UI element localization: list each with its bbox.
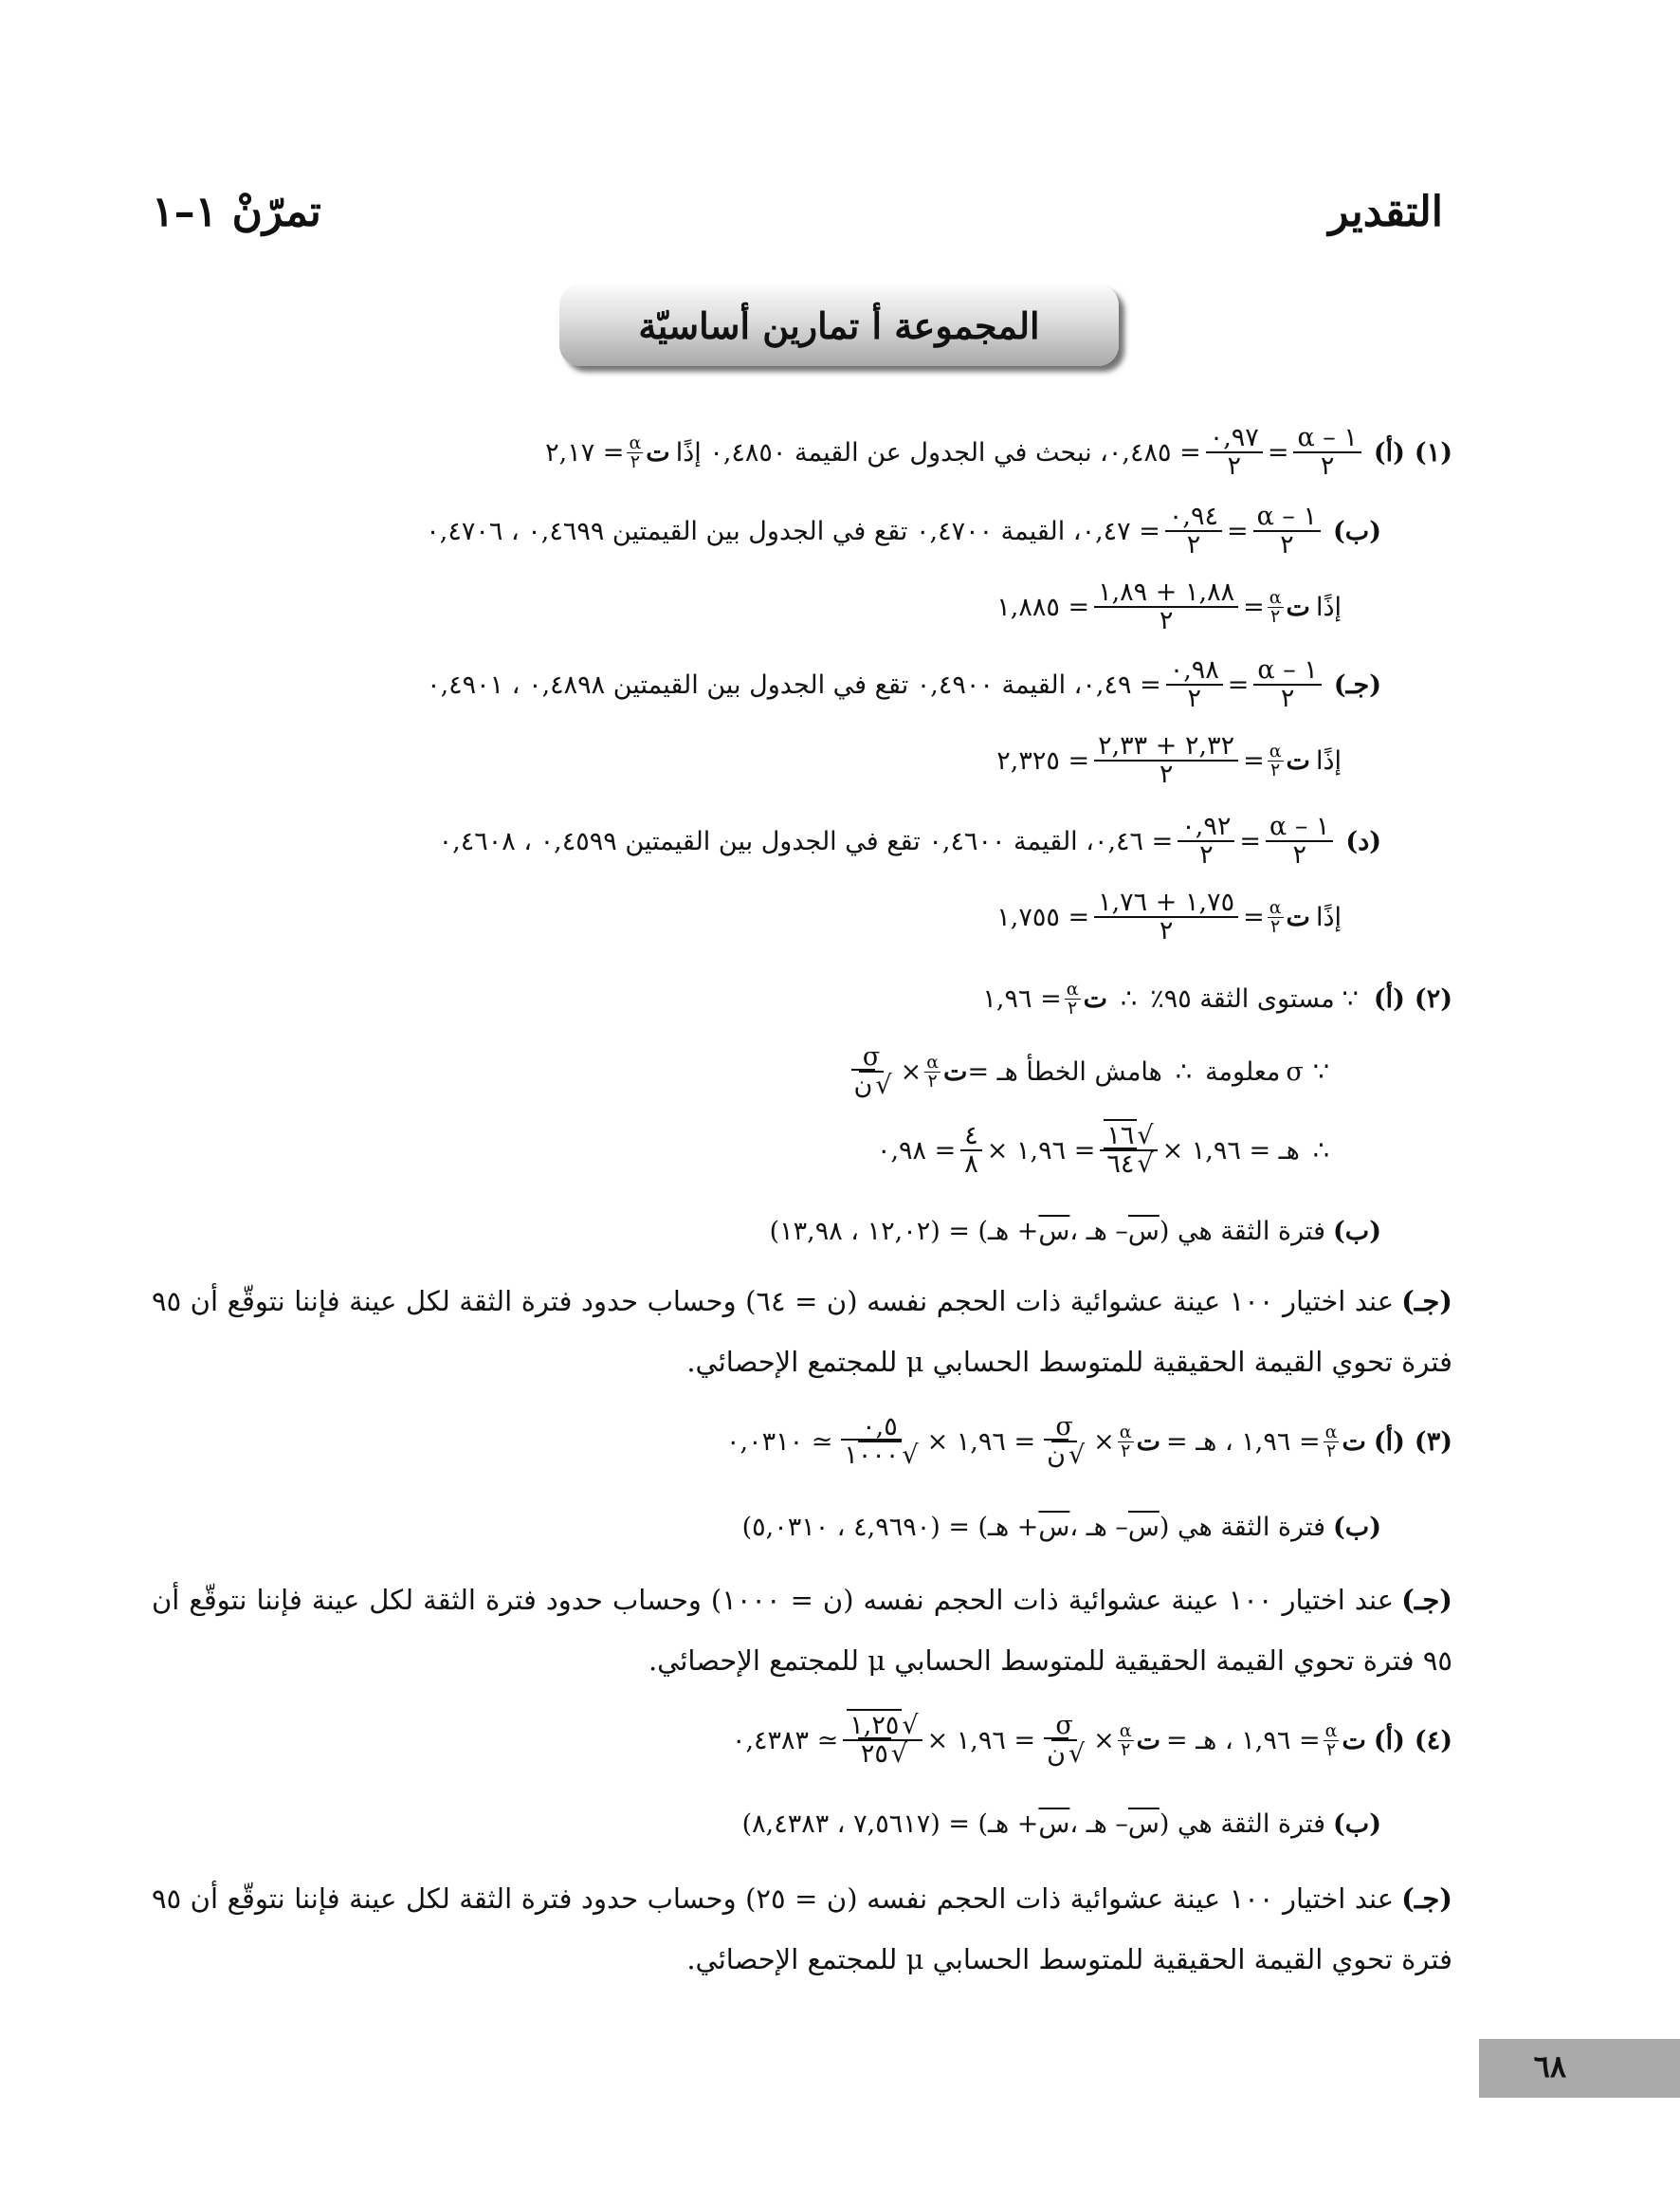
p4-a-line: (٤) (أ) ت α ٢ = ١,٩٦ ، هـ = ت α ٢ × σ √ن = ١,٩٦ × √١,٢٥ √٢٥ ≃ ٠,٤٣٨٣ <box>731 1710 1452 1769</box>
problem-number: (١) <box>1414 437 1452 468</box>
p2-a-line1: (٢) (أ) ∵ مستوى الثقة ٩٥٪ ∴ ت α ٢ = ١,٩٦ <box>982 978 1452 1019</box>
section-banner: المجموعة أ تمارين أساسيّة <box>559 285 1119 366</box>
page-number-tab <box>1479 2039 1680 2098</box>
text: = ٠,٤٨٥، نبحث في الجدول عن القيمة ٠,٤٨٥٠ إذًا <box>675 437 1201 468</box>
part-label: (أ) <box>1373 437 1405 468</box>
p3-c-paragraph: (جـ)عند اختيار ١٠٠ عينة عشوائية ذات الحجم نفسه (ن = ١٠٠٠) وحساب حدود فترة الثقة لكل عينة فإننا نتوقّع أن ٩٥ فترة تحوي القيمة الحقيقية للمتوسط الحسابي μ للمجتمع الإحصائي. <box>152 1584 1452 1677</box>
exercise-title: تمرّنْ ١–١ <box>152 188 321 236</box>
p1-d-line: (د) ١ – α ٢ = ٠,٩٢ ٢ = ٠,٤٦، القيمة ٠,٤٦٠٠ تقع في الجدول بين القيمتين ٠,٤٥٩٩ ، ٠,٤٦٠٨ <box>438 811 1381 870</box>
fraction: ١ – α ٢ <box>1293 425 1360 481</box>
p3-b-line: (ب) فترة الثقة هي ( س – هـ ، س + هـ) = (٤,٩٦٩٠ ، ٥,٠٣١٠) <box>741 1512 1381 1542</box>
p2-a-line2: ∵ σ معلومة ∴ هامش الخطأ هـ = ت α ٢ × σ √ن <box>152 1043 1329 1100</box>
fraction: ٠,٩٧ ٢ <box>1206 425 1263 481</box>
p1-c-result: إذًا ت α ٢ = ٢,٣٢ + ٢,٣٣ ٢ = ٢,٣٢٥ <box>996 730 1342 789</box>
p4-b-line: (ب) فترة الثقة هي ( س – هـ ، س + هـ) = (٧,٥٦١٧ ، ٨,٤٣٨٣) <box>741 1808 1381 1839</box>
p2-c-paragraph: (جـ)عند اختيار ١٠٠ عينة عشوائية ذات الحجم نفسه (ن = ٦٤) وحساب حدود فترة الثقة لكل عينة فإننا نتوقّع أن ٩٥ فترة تحوي القيمة الحقيقية للمتوسط الحسابي μ للمجتمع الإحصائي. <box>152 1285 1452 1378</box>
p1-d-result: إذًا ت α ٢ = ١,٧٥ + ١,٧٦ ٢ = ١,٧٥٥ <box>996 887 1342 945</box>
p4-c-paragraph: (جـ)عند اختيار ١٠٠ عينة عشوائية ذات الحجم نفسه (ن = ٢٥) وحساب حدود فترة الثقة لكل عينة فإننا نتوقّع أن ٩٥ فترة تحوي القيمة الحقيقية للمتوسط الحسابي μ للمجتمع الإحصائي. <box>152 1882 1452 1975</box>
p1-b-line: (ب) ١ – α ٢ = ٠,٩٤ ٢ = ٠,٤٧، القيمة ٠,٤٧٠٠ تقع في الجدول بين القيمتين ٠,٤٦٩٩ ، ٠,٤٧٠٦ <box>426 501 1381 560</box>
p1-a-line: (١) (أ) ١ – α ٢ = ٠,٩٧ ٢ = ٠,٤٨٥، نبحث في الجدول عن القيمة ٠,٤٨٥٠ إذًا ت α ٢ = ٢,١٧ <box>545 422 1452 481</box>
p1-b-result: إذًا ت α ٢ = ١,٨٨ + ١,٨٩ ٢ = ١,٨٨٥ <box>996 577 1342 635</box>
p2-a-line3: ∴ هـ = ١,٩٦ × √١٦ √٦٤ = ١,٩٦ × ٤ ٨ = ٠,٩٨ <box>876 1120 1329 1179</box>
p2-b-line: (ب) فترة الثقة هي ( س – هـ ، س + هـ) = (١٢,٠٢ ، ١٣,٩٨) <box>769 1216 1381 1246</box>
p3-a-line: (٣) (أ) ت α ٢ = ١,٩٦ ، هـ = ت α ٢ × σ √ن = ١,٩٦ × ٠,٥ √١٠٠٠ ≃ ٠,٠٣١٠ <box>726 1411 1452 1470</box>
p1-c-line: (جـ) ١ – α ٢ = ٠,٩٨ ٢ = ٠,٤٩، القيمة ٠,٤٩٠٠ تقع في الجدول بين القيمتين ٠,٤٨٩٨ ، ٠,٤٩٠١ <box>427 654 1381 713</box>
chapter-title: التقدير <box>1328 188 1443 236</box>
page-number: ٦٨ <box>1533 2048 1566 2084</box>
